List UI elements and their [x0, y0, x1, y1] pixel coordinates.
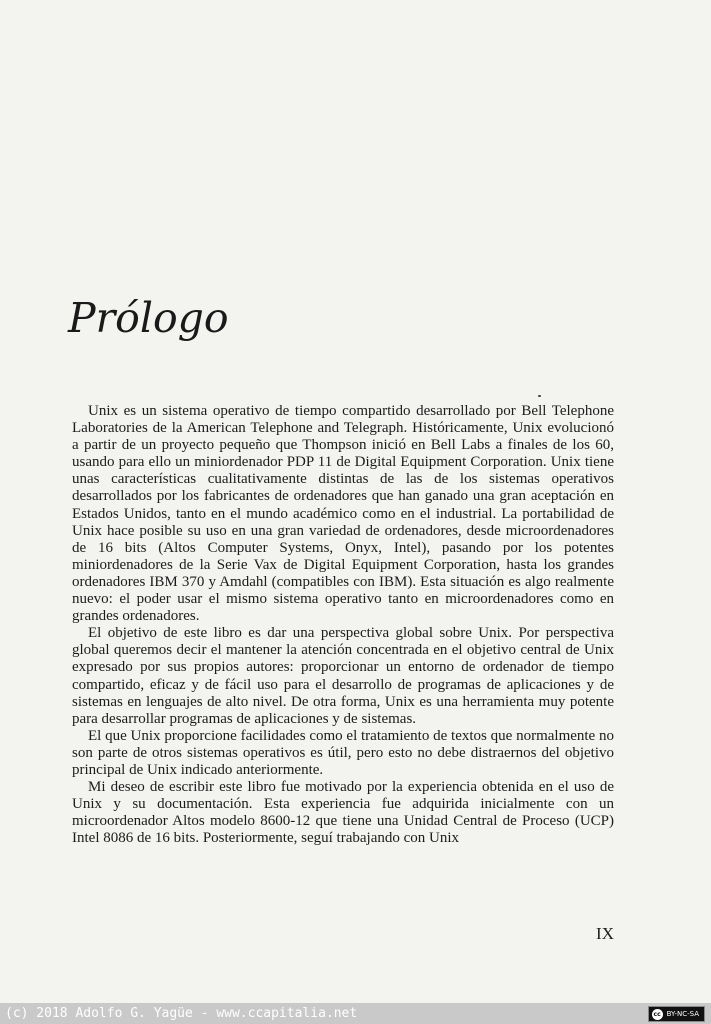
paragraph-3: El que Unix proporcione facilidades como el tratamiento de textos que normalmente no son parte de otros sistemas operativos es útil, pero esto no debe distraernos del objetivo principal de Unix indicado anteriormente. [72, 727, 614, 778]
paragraph-4: Mi deseo de escribir este libro fue motivado por la experiencia obtenida en el uso de Unix y su documentación. Esta experiencia fue adquirida inicialmente con un microordenador Altos modelo 8600-12 que tiene una Unidad Central de Proceso (UCP) Intel 8086 de 16 bits. Posteriormente, seguí trabajando con Unix [72, 779, 614, 847]
body-text [72, 403, 614, 847]
paragraph-1: Unix es un sistema operativo de tiempo compartido desarrollado por Bell Telephone Laboratories de la American Telephone and Telegraph. Históricamente, Unix evolucionó a partir de un proyecto pequeño que Thompson inició en Bell Labs a finales de los 60, usando para ello un miniordenador PDP 11 de Digital Equipment Corporation. Unix tiene unas características cualitativamente distintas de las de los sistemas operativos desarrollados por los fabricantes de ordenadores que han ganado una gran aceptación en Estados Unidos, tanto en el mundo académico como en el industrial. La portabilidad de Unix hace posible su uso en una gran variedad de ordenadores, desde microordenadores de 16 bits (Altos Computer Systems, Onyx, Intel), pasando por los potentes miniordenadores de la Serie Vax de Digital Equipment Corporation, hasta los grandes ordenadores IBM 370 y Amdahl (compatibles con IBM). Esta situación es algo realmente nuevo: el poder usar el mismo sistema operativo tanto en microordenadores como en grandes ordenadores. [72, 403, 614, 625]
footer-bar [0, 1003, 711, 1024]
paragraph-2: El objetivo de este libro es dar una perspectiva global sobre Unix. Por perspectiva global queremos decir el mantener la atención concentrada en el objetivo central de Unix expresado por sus propios autores: proporcionar un entorno de ordenador de tiempo compartido, eficaz y de fácil uso para el desarrollo de programas de aplicaciones y de sistemas en lenguajes de alto nivel. De otra forma, Unix es una herramienta muy potente para desarrollar programas de aplicaciones y de sistemas. [72, 625, 614, 727]
print-speck [538, 395, 541, 397]
page-number: IX [596, 924, 614, 943]
cc-license-badge[interactable] [648, 1006, 705, 1022]
cc-icon: cc [653, 1010, 661, 1018]
copyright-notice: (c) 2018 Adolfo G. Yagüe - www.ccapitalia.net [5, 1006, 358, 1021]
license-terms: BY-NC-SA [666, 1010, 699, 1018]
chapter-title: Prólogo [68, 294, 229, 342]
